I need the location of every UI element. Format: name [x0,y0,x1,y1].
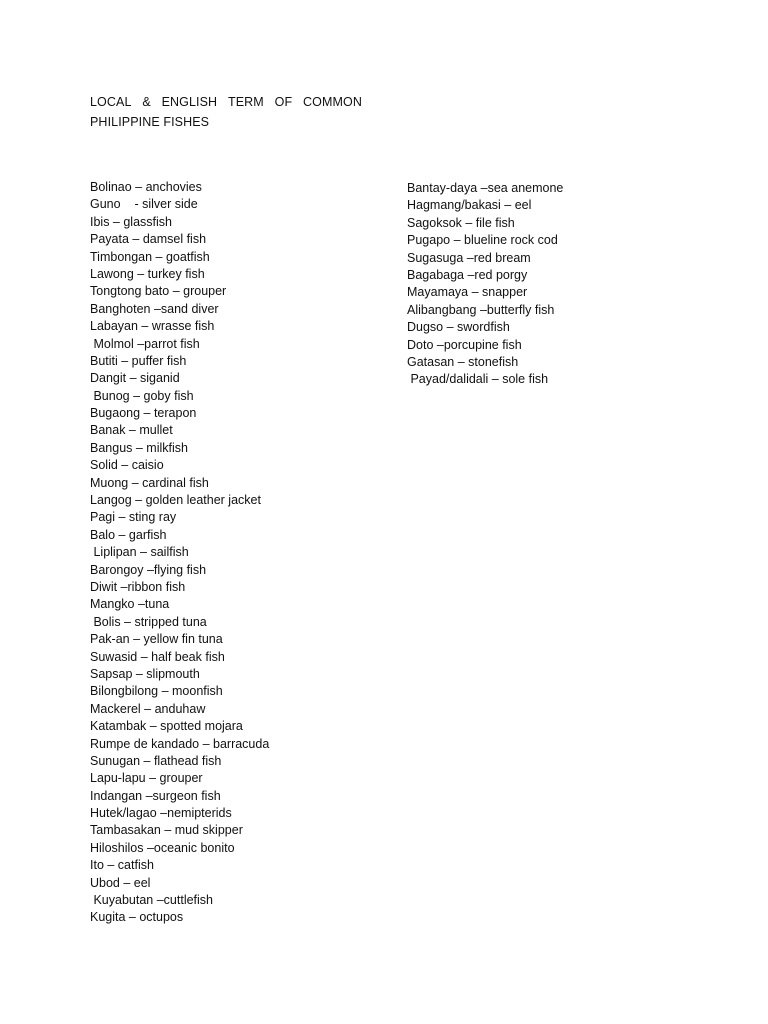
fish-term-entry: Solid – caisio [90,458,164,473]
title-line-1 [90,92,362,112]
fish-term-entry: Hagmang/bakasi – eel [407,198,532,213]
fish-term-entry: Ito – catfish [90,858,154,873]
fish-term-entry: Lapu-lapu – grouper [90,771,203,786]
title-word: & [142,95,151,109]
document-title [90,92,362,132]
fish-term-entry: Pagi – sting ray [90,510,177,525]
fish-term-entry: Bagabaga –red porgy [407,267,528,282]
fish-term-entry: Suwasid – half beak fish [90,649,225,664]
fish-term-entry: Payad/dalidali – sole fish [407,372,549,387]
fish-term-entry: Sagoksok – file fish [407,215,515,230]
title-word: COMMON [303,95,362,109]
fish-term-entry: Sugasuga –red bream [407,250,531,265]
fish-term-entry: Timbongan – goatfish [90,249,210,264]
fish-list-left-column [90,179,390,927]
fish-term-entry: Alibangbang –butterfly fish [407,302,555,317]
fish-term-entry: Lawong – turkey fish [90,266,205,281]
fish-list-right-column [407,180,737,389]
fish-term-entry: Bolis – stripped tuna [90,614,207,629]
fish-term-entry: Banak – mullet [90,423,173,438]
fish-term-entry: Bilongbilong – moonfish [90,684,223,699]
fish-term-entry: Bolinao – anchovies [90,180,202,194]
title-word: LOCAL [90,95,132,109]
fish-term-entry: Gatasan – stonefish [407,354,519,369]
fish-term-entry: Ubod – eel [90,875,151,890]
fish-term-entry: Tongtong bato – grouper [90,284,227,299]
fish-term-entry: Bantay-daya –sea anemone [407,181,564,195]
fish-term-entry: Sapsap – slipmouth [90,666,200,681]
fish-term-entry: Molmol –parrot fish [90,336,200,351]
fish-term-entry: Tambasakan – mud skipper [90,823,243,838]
fish-term-entry: Sunugan – flathead fish [90,753,222,768]
fish-term-entry: Diwit –ribbon fish [90,579,186,594]
title-word: OF [274,95,293,109]
title-word: TERM [228,95,264,109]
fish-term-entry: Banghoten –sand diver [90,301,219,316]
fish-term-entry: Payata – damsel fish [90,232,207,247]
fish-term-entry: Indangan –surgeon fish [90,788,221,803]
fish-term-entry: Hutek/lagao –nemipterids [90,806,232,821]
fish-term-entry: Labayan – wrasse fish [90,319,215,334]
fish-term-entry: Doto –porcupine fish [407,337,522,352]
fish-term-entry: Bunog – goby fish [90,388,194,403]
fish-term-entry: Mackerel – anduhaw [90,701,206,716]
fish-term-entry: Mayamaya – snapper [407,285,528,300]
fish-term-entry: Dangit – siganid [90,371,180,386]
fish-term-entry: Balo – garfish [90,527,167,542]
fish-term-entry: Katambak – spotted mojara [90,719,243,734]
fish-term-entry: Pak-an – yellow fin tuna [90,632,223,647]
fish-term-entry: Bugaong – terapon [90,406,197,421]
fish-term-entry: Langog – golden leather jacket [90,493,261,508]
fish-term-entry: Rumpe de kandado – barracuda [90,736,270,751]
fish-term-entry: Kuyabutan –cuttlefish [90,893,213,908]
fish-term-entry: Bangus – milkfish [90,440,188,455]
fish-term-entry: Muong – cardinal fish [90,475,209,490]
fish-term-entry: Ibis – glassfish [90,214,172,229]
title-word: ENGLISH [161,95,218,109]
fish-term-entry: Liplipan – sailfish [90,545,189,560]
fish-term-entry: Barongoy –flying fish [90,562,207,577]
fish-term-entry: Guno - silver side [90,197,198,212]
fish-term-entry: Butiti – puffer fish [90,353,187,368]
fish-term-entry: Pugapo – blueline rock cod [407,233,558,248]
fish-term-entry: Mangko –tuna [90,597,170,612]
fish-term-entry: Kugita – octupos [90,910,184,925]
fish-term-entry: Dugso – swordfish [407,320,510,335]
title-line-2: PHILIPPINE FISHES [90,115,210,129]
fish-term-entry: Hiloshilos –oceanic bonito [90,840,235,855]
